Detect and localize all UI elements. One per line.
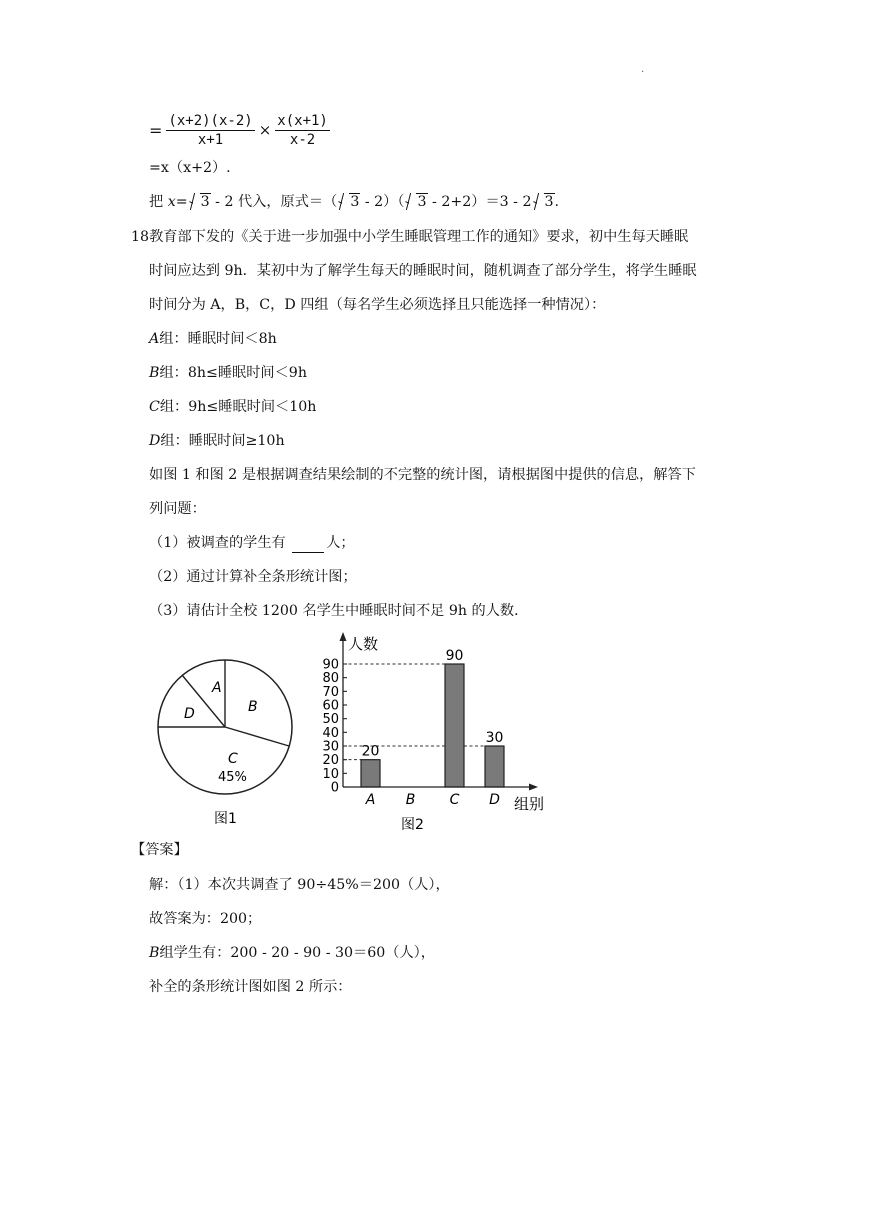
answer-line-3-letter: B bbox=[149, 945, 160, 961]
fraction-expression bbox=[149, 108, 332, 152]
fraction-1-denominator: x+1 bbox=[197, 131, 224, 148]
x-category-label-D: D bbox=[489, 792, 500, 808]
question-line-3: 时间分为 A，B，C，D 四组（每名学生必须选择且只能选择一种情况）： bbox=[149, 297, 606, 313]
substitute-text-d: - 2）（ bbox=[360, 194, 405, 210]
sub-question-3: （3）请估计全校 1200 名学生中睡眠时间不足 9h 的人数． bbox=[149, 603, 529, 619]
pie-label-c-percent: 45% bbox=[218, 770, 247, 785]
substitute-variable: x bbox=[167, 194, 176, 210]
question-number: 18 bbox=[131, 229, 150, 245]
y-tick-label-90: 90 bbox=[322, 657, 339, 673]
x-category-label-C: C bbox=[449, 792, 460, 808]
sub-question-2: （2）通过计算补全条形统计图； bbox=[149, 569, 357, 585]
pie-label-a: A bbox=[212, 680, 222, 696]
question-line-2: 时间应达到 9h．某初中为了解学生每天的睡眠时间，随机调查了部分学生，将学生睡眠 bbox=[149, 263, 697, 279]
sqrt-4-arg: 3 bbox=[544, 194, 554, 210]
bar-value-label-C: 90 bbox=[445, 648, 464, 664]
figure-1-pie-chart bbox=[150, 652, 300, 832]
x-category-label-B: B bbox=[405, 792, 416, 808]
times-sign: × bbox=[258, 121, 272, 139]
substitute-text-c: - 2 代入，原式＝（ bbox=[210, 194, 338, 210]
y-tick-label-50: 50 bbox=[322, 712, 339, 728]
y-tick-label-20: 20 bbox=[322, 753, 339, 769]
group-c-line bbox=[149, 397, 316, 417]
fraction-2-denominator: x-2 bbox=[289, 131, 316, 148]
sqrt-2 bbox=[338, 192, 360, 212]
answer-line-3 bbox=[149, 943, 435, 963]
bar-A bbox=[361, 760, 380, 787]
group-a-letter: A bbox=[149, 331, 160, 347]
group-b-text: 组：8h≤睡眠时间＜9h bbox=[159, 365, 307, 381]
y-tick-label-10: 10 bbox=[322, 766, 339, 782]
bar-D bbox=[485, 746, 504, 787]
y-tick-label-60: 60 bbox=[322, 698, 339, 714]
answer-heading: 【答案】 bbox=[131, 842, 188, 858]
sub-question-1-text: （1）被调查的学生有 bbox=[149, 535, 291, 551]
y-tick-label-80: 80 bbox=[322, 671, 339, 687]
group-d-text: 组：睡眠时间≥10h bbox=[160, 433, 285, 449]
description-line-1: 如图 1 和图 2 是根据调查结果绘制的不完整的统计图，请根据图中提供的信息，解答下 bbox=[149, 467, 696, 483]
header-dot: . bbox=[641, 64, 645, 75]
pie-label-c: C bbox=[228, 751, 238, 767]
sub-question-1 bbox=[149, 533, 355, 553]
x-category-label-A: A bbox=[365, 792, 376, 808]
group-d-line bbox=[149, 431, 285, 451]
answer-blank bbox=[292, 538, 324, 553]
simplified-line: =x（x+2）. bbox=[149, 160, 231, 176]
pie-label-b: B bbox=[248, 699, 258, 715]
y-axis-label: 人数 bbox=[348, 635, 379, 653]
description-line-2: 列问题： bbox=[149, 501, 206, 517]
bar-layer bbox=[322, 648, 504, 808]
answer-line-4: 补全的条形统计图如图 2 所示： bbox=[149, 979, 352, 995]
sqrt-1-arg: 3 bbox=[200, 194, 210, 210]
figure-2-caption: 图2 bbox=[401, 817, 424, 833]
fraction-1-numerator: (x+2)(x-2) bbox=[168, 112, 253, 129]
y-tick-label-40: 40 bbox=[322, 725, 339, 741]
sqrt-1 bbox=[189, 192, 211, 212]
y-tick-label-70: 70 bbox=[322, 684, 339, 700]
pie-label-d: D bbox=[184, 706, 195, 722]
substitute-text-b: = bbox=[175, 194, 188, 210]
group-d-letter: D bbox=[149, 433, 161, 449]
question-intro-1: 教育部下发的《关于进一步加强中小学生睡眠管理工作的通知》要求，初中生每天睡眠 bbox=[149, 229, 689, 245]
sqrt-4 bbox=[533, 192, 555, 212]
fraction-2-numerator: x(x+1) bbox=[277, 112, 328, 129]
answer-line-1: 解：（1）本次共调查了 90÷45%＝200（人）， bbox=[149, 877, 450, 893]
answer-line-2: 故答案为：200； bbox=[149, 911, 262, 927]
y-tick-label-0: 0 bbox=[330, 780, 339, 796]
group-c-text: 组：9h≤睡眠时间＜10h bbox=[159, 399, 317, 415]
group-c-letter: C bbox=[149, 399, 160, 415]
sqrt-3-arg: 3 bbox=[417, 194, 427, 210]
substitute-text-f: . bbox=[554, 194, 560, 210]
fraction-2 bbox=[275, 113, 330, 148]
y-tick-label-30: 30 bbox=[322, 739, 339, 755]
bar-value-label-A: 20 bbox=[361, 743, 380, 760]
fraction-1 bbox=[166, 113, 254, 148]
group-b-letter: B bbox=[149, 365, 160, 381]
sqrt-2-arg: 3 bbox=[350, 194, 360, 210]
y-axis-arrow bbox=[340, 632, 347, 641]
sqrt-3 bbox=[405, 192, 427, 212]
group-a-text: 组：睡眠时间＜8h bbox=[159, 331, 277, 347]
bar-value-label-D: 30 bbox=[485, 730, 504, 746]
x-axis-arrow bbox=[529, 784, 538, 791]
answer-line-3-text: 组学生有：200 - 20 - 90 - 30＝60（人）， bbox=[159, 945, 435, 961]
sub-question-1-suffix: 人； bbox=[326, 535, 355, 551]
question-line-1 bbox=[131, 227, 688, 247]
bar-C bbox=[445, 664, 464, 787]
equals-sign: = bbox=[149, 120, 163, 140]
group-a-line bbox=[149, 329, 277, 349]
substitute-text-e: - 2+2）＝3 - 2 bbox=[427, 194, 532, 210]
figure-2-bar-chart bbox=[310, 630, 560, 835]
substitute-line bbox=[149, 192, 559, 212]
x-axis-label: 组别 bbox=[514, 795, 545, 813]
figure-1-caption: 图1 bbox=[214, 811, 237, 827]
group-b-line bbox=[149, 363, 307, 383]
substitute-text-a: 把 bbox=[149, 194, 168, 210]
